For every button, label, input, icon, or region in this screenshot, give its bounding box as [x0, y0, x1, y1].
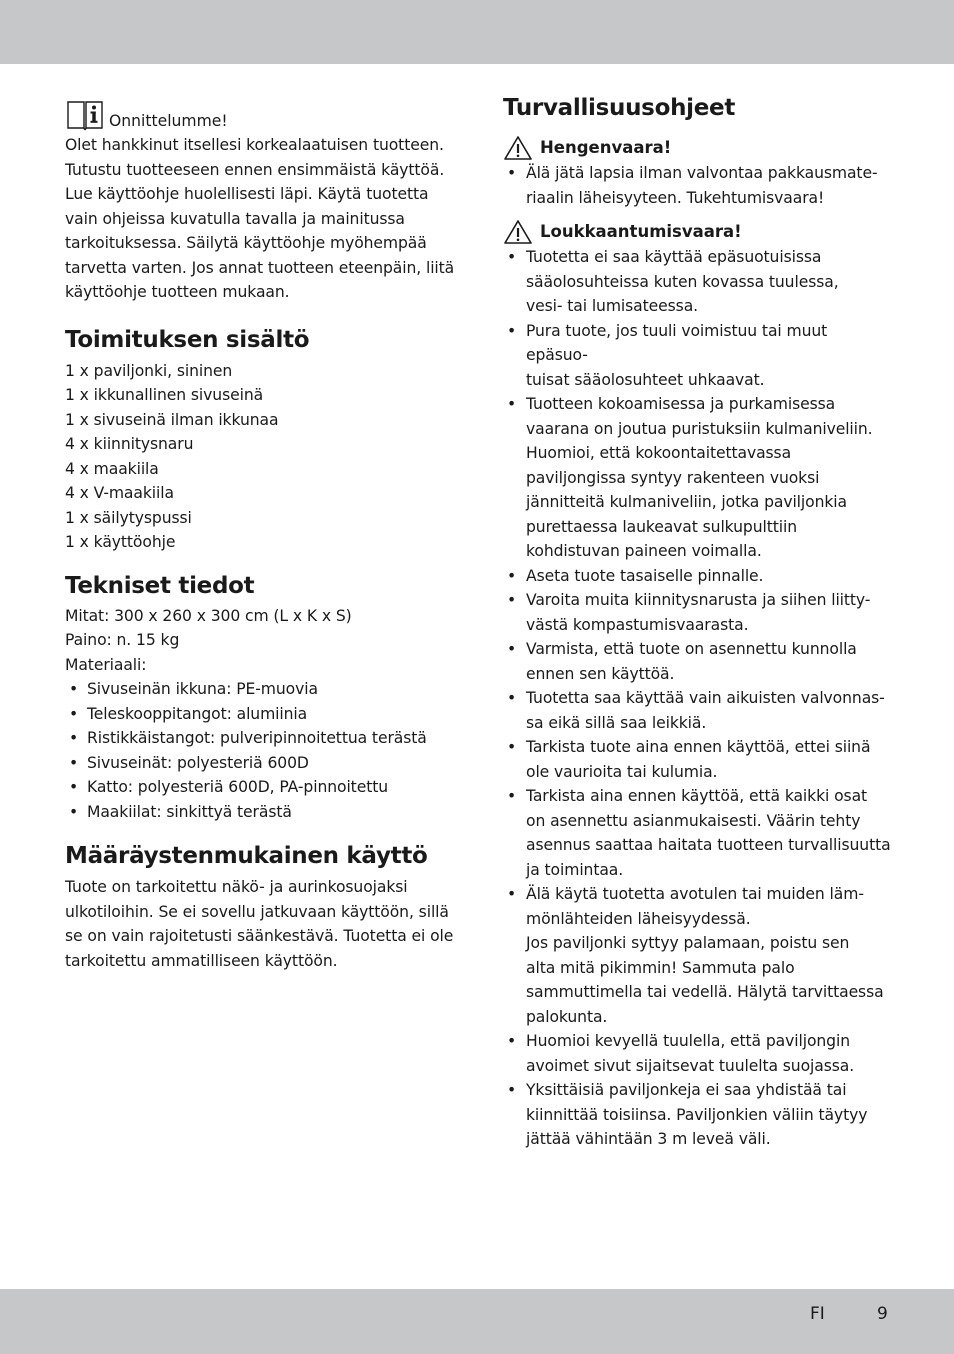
- tech-dimensions: Mitat: 300 x 260 x 300 cm (L x K x S): [65, 606, 352, 625]
- warning-triangle-icon: [503, 219, 533, 245]
- intro-heading: [65, 96, 455, 132]
- delivery-item: 1 x ikkunallinen sivuseinä: [65, 386, 264, 404]
- tech-title: Tekniset tiedot: [65, 572, 255, 599]
- injury-item: • Varoita muita kiinnitysnarusta ja siihen liitty- västä kompastumisvaarasta.: [503, 588, 893, 637]
- delivery-item: 1 x käyttöohje: [65, 533, 176, 551]
- danger-item: • Älä jätä lapsia ilman valvontaa pakkausmate- riaalin läheisyyteen. Tukehtumisvaara!: [503, 161, 893, 210]
- injury-item: • Tuotetta ei saa käyttää epäsuotuisissa sääolosuhteissa kuten kovassa tuulessa, vesi- tai lumisateessa.: [503, 245, 893, 319]
- usage-paragraph: Tuote on tarkoitettu näkö- ja aurinkosuojaksi ulkotiloihin. Se ei sovellu jatkuvaan käyttöön, sillä se on vain rajoitetusti säänkestävä. Tuotetta ei ole tarkoitettu ammatilliseen käyttöön.: [65, 878, 454, 970]
- tech-specs: [65, 604, 455, 825]
- usage-title: Määräystenmukainen käyttö: [65, 843, 428, 869]
- injury-item: • Älä käytä tuotetta avotulen tai muiden läm- mönlähteiden läheisyydessä. Jos paviljonki syttyy palamaan, poistu sen alta mitä pikimmin! Sammuta palo sammuttimella tai vedellä. Hälytä tarvittaessa palokunta.: [503, 882, 893, 1029]
- injury-item: • Tarkista aina ennen käyttöä, että kaikki osat on asennettu asianmukaisesti. Väärin tehty asennus saattaa haitata tuotteen turvallisuutta ja toimintaa.: [503, 784, 893, 882]
- injury-item: • Aseta tuote tasaiselle pinnalle.: [503, 564, 893, 589]
- warning-triangle-icon: [503, 135, 533, 161]
- material-item: • Sivuseinän ikkuna: PE-muovia: [65, 677, 455, 702]
- delivery-list: [65, 359, 455, 555]
- info-book-icon: [65, 98, 105, 132]
- intro-greeting: Onnittelumme!: [109, 112, 228, 130]
- safety-title: Turvallisuusohjeet: [503, 95, 736, 121]
- injury-item: • Yksittäisiä paviljonkeja ei saa yhdistää tai kiinnittää toisiinsa. Paviljonkien väliin täytyy jättää vähintään 3 m leveä väli.: [503, 1078, 893, 1152]
- delivery-item: 1 x paviljonki, sininen: [65, 361, 233, 380]
- injury-title: Loukkaantumisvaara!: [540, 222, 742, 241]
- delivery-item: 1 x säilytyspussi: [65, 508, 192, 527]
- delivery-item: 4 x V-maakiila: [65, 484, 174, 502]
- injury-item: • Tarkista tuote aina ennen käyttöä, ettei siinä ole vaurioita tai kulumia.: [503, 735, 893, 784]
- delivery-item: 4 x kiinnitysnaru: [65, 435, 194, 453]
- danger-heading: [503, 135, 893, 161]
- injury-item: • Pura tuote, jos tuuli voimistuu tai muut epäsuo- tuisat sääolosuhteet uhkaavat.: [503, 319, 893, 393]
- tech-weight: Paino: n. 15 kg: [65, 631, 180, 649]
- footer-language: FI: [810, 1304, 825, 1324]
- delivery-item: 1 x sivuseinä ilman ikkunaa: [65, 410, 279, 429]
- material-item: • Sivuseinät: polyesteriä 600D: [65, 751, 455, 776]
- header-bar: [0, 0, 954, 64]
- injury-list: [503, 245, 893, 1152]
- left-column: [65, 96, 455, 973]
- delivery-item: 4 x maakiila: [65, 459, 159, 478]
- intro-paragraph: Olet hankkinut itsellesi korkealaatuisen tuotteen. Tutustu tuotteeseen ennen ensimmäistä käyttöä. Lue käyttöohje huolellisesti läpi. Käytä tuotetta vain ohjeissa kuvatulla tavalla ja mainitussa tarkoituksessa. Säilytä käyttöohje myöhempää tarvetta varten. Jos annat tuotteen eteenpäin, liitä käyttöohje tuotteen mukaan.: [65, 136, 455, 301]
- injury-heading: [503, 219, 893, 245]
- injury-item: • Varmista, että tuote on asennettu kunnolla ennen sen käyttöä.: [503, 637, 893, 686]
- material-item: • Maakiilat: sinkittyä terästä: [65, 800, 455, 825]
- material-item: • Katto: polyesteriä 600D, PA-pinnoitettu: [65, 775, 455, 800]
- danger-title: Hengenvaara!: [540, 138, 672, 157]
- danger-list: [503, 161, 893, 210]
- material-item: • Ristikkäistangot: pulveripinnoitettua terästä: [65, 726, 455, 751]
- materials-list: [65, 677, 455, 824]
- delivery-title: Toimituksen sisältö: [65, 326, 310, 353]
- right-column: [503, 93, 893, 1152]
- material-item: • Teleskooppitangot: alumiinia: [65, 702, 455, 727]
- page-number: 9: [877, 1304, 888, 1324]
- injury-item: • Huomioi kevyellä tuulella, että paviljongin avoimet sivut sijaitsevat tuulelta suojassa.: [503, 1029, 893, 1078]
- injury-item: • Tuotetta saa käyttää vain aikuisten valvonnas- sa eikä sillä saa leikkiä.: [503, 686, 893, 735]
- injury-item: • Tuotteen kokoamisessa ja purkamisessa vaarana on joutua puristuksiin kulmaniveliin. Huomioi, että kokoontaitettavassa paviljongissa syntyy rakenteen vuoksi jännitteitä kulmaniveliin, jotka paviljonkia purettaessa laukeavat sulkupulttiin kohdistuvan paineen voimalla.: [503, 392, 893, 564]
- tech-materials-label: Materiaali:: [65, 655, 147, 674]
